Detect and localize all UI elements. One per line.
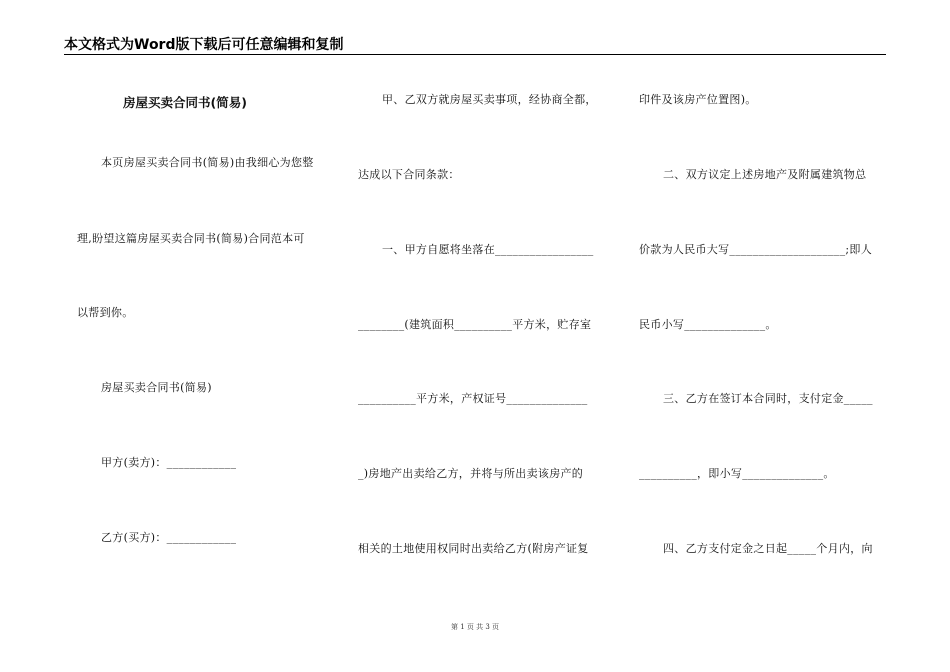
- clause-4-line: 四、乙方支付定金之日起_____个月内，向: [663, 542, 873, 555]
- header-divider: [64, 54, 886, 55]
- party-b-line: 乙方(买方)：____________: [101, 531, 237, 544]
- paragraph-line: _)房地产出卖给乙方，并将与所出卖该房产的: [358, 467, 584, 480]
- paragraph-line: 本页房屋买卖合同书(简易)由我细心为您整: [101, 156, 314, 169]
- paragraph-line: __________平方米，产权证号______________: [358, 392, 588, 405]
- paragraph-line: ________(建筑面积__________平方米，贮存室: [358, 318, 592, 331]
- document-title: 房屋买卖合同书(简易): [123, 95, 247, 110]
- paragraph-line: 理,盼望这篇房屋买卖合同书(简易)合同范本可: [77, 232, 305, 245]
- paragraph-line: 民币小写______________。: [639, 318, 777, 331]
- party-a-line: 甲方(卖方)：____________: [101, 456, 237, 469]
- paragraph-line: 达成以下合同条款：: [358, 168, 460, 181]
- paragraph-line: 甲、乙双方就房屋买卖事项，经协商全都，: [382, 93, 597, 106]
- clause-3-line: 三、乙方在签订本合同时，支付定金_____: [663, 392, 873, 405]
- clause-1-line: 一、甲方自愿将坐落在_________________: [382, 243, 594, 256]
- paragraph-line: 以帮到你。: [77, 306, 134, 319]
- page-number: 第 1 页 共 3 页: [450, 623, 500, 631]
- paragraph-line: 相关的土地使用权同时出卖给乙方(附房产证复: [358, 542, 589, 555]
- paragraph-line: 价款为人民币大写____________________;即人: [639, 243, 873, 256]
- clause-2-line: 二、双方议定上述房地产及附属建筑物总: [663, 168, 867, 181]
- paragraph-line: __________，即小写______________。: [639, 467, 835, 480]
- document-banner: 本文格式为Word版下载后可任意编辑和复制: [64, 37, 344, 53]
- contract-subtitle: 房屋买卖合同书(简易): [101, 381, 212, 394]
- paragraph-line: 印件及该房产位置图)。: [639, 93, 757, 106]
